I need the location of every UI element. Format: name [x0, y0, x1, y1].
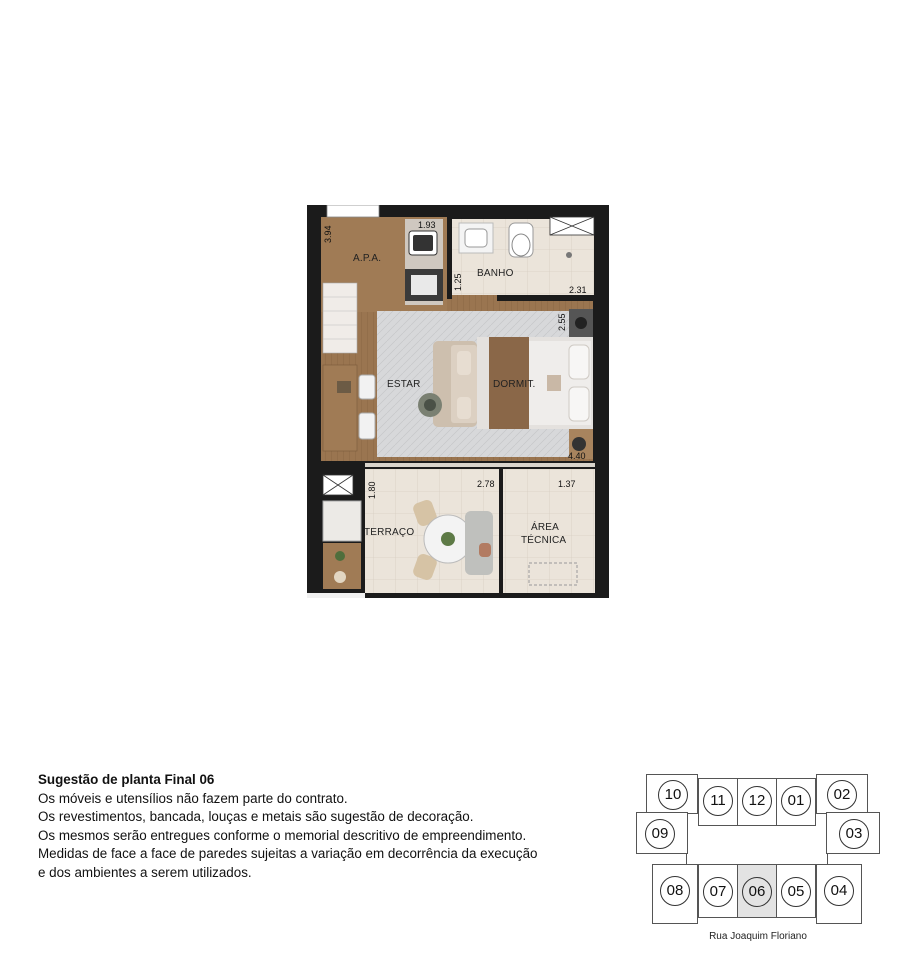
floor-plan: [307, 205, 609, 598]
dimension-137: 1.37: [558, 479, 576, 489]
room-label-terraco: TERRAÇO: [364, 527, 415, 538]
plan-notes: [38, 771, 638, 883]
unit-badge-12: 12: [742, 786, 772, 816]
unit-badge-07: 07: [703, 877, 733, 907]
room-label-apa: A.P.A.: [353, 253, 382, 264]
unit-badge-03: 03: [839, 819, 869, 849]
desk: [323, 365, 357, 451]
unit-badge-02: 02: [827, 780, 857, 810]
dimension-255: 2.55: [557, 313, 567, 331]
unit-badge-11: 11: [703, 786, 733, 816]
unit-badge-05: 05: [781, 877, 811, 907]
room-label-estar: ESTAR: [387, 379, 421, 390]
key-plan: [636, 774, 880, 944]
room-label-dormit: DORMIT.: [493, 379, 536, 390]
notes-line: Os revestimentos, bancada, louças e metais são sugestão de decoração.: [38, 809, 474, 825]
dimension-278: 2.78: [477, 479, 495, 489]
unit-badge-06: 06: [742, 877, 772, 907]
notes-title: Sugestão de planta Final 06: [38, 772, 215, 787]
window-top: [327, 205, 379, 217]
notes-line: Os mesmos serão entregues conforme o memorial descritivo de empreendimento.: [38, 827, 527, 843]
notes-line: Os móveis e utensílios não fazem parte do contrato.: [38, 790, 348, 806]
dimension-125: 1.25: [453, 273, 463, 291]
unit-badge-09: 09: [645, 819, 675, 849]
dimension-180: 1.80: [367, 481, 377, 499]
notes-line: e dos ambientes a serem utilizados.: [38, 864, 252, 880]
bathroom-wall: [447, 217, 452, 299]
dimension-440: 4.40: [568, 451, 586, 461]
dimension-394: 3.94: [323, 225, 333, 243]
street-name: Rua Joaquim Floriano: [709, 931, 807, 942]
dimension-231: 2.31: [569, 285, 587, 295]
unit-badge-10: 10: [658, 780, 688, 810]
room-label-banho: BANHO: [477, 268, 514, 279]
bathroom-wall-bottom: [497, 295, 593, 301]
room-label-area-tecnica-2: TÉCNICA: [521, 535, 567, 546]
unit-badge-01: 01: [781, 786, 811, 816]
notes-line: Medidas de face a face de paredes sujeitas a variação em decorrência da execução: [38, 846, 538, 862]
room-label-area-tecnica-1: ÁREA: [531, 522, 560, 533]
dimension-193: 1.93: [418, 220, 436, 230]
unit-badge-04: 04: [824, 876, 854, 906]
unit-badge-08: 08: [660, 876, 690, 906]
